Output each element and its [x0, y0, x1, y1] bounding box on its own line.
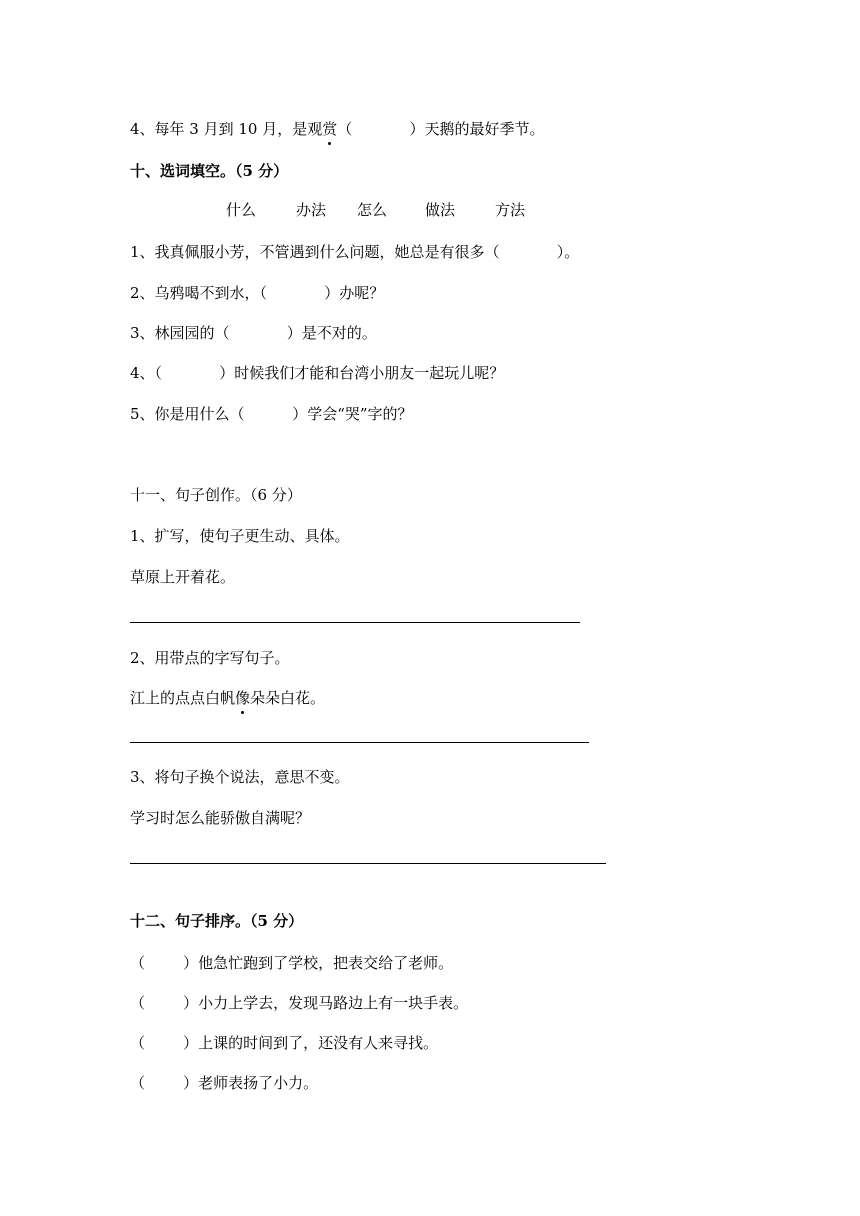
- item-text-post: （ ）天鹅的最好季节。: [337, 120, 545, 138]
- word-bank-item: 什么: [226, 201, 257, 219]
- section9-item4: [130, 119, 544, 139]
- sentence-pre: 江上的点点白帆: [130, 689, 236, 707]
- section12-item: （ ）上课的时间到了，还没有人来寻找。: [130, 1034, 439, 1052]
- sentence-post: 朵朵白花。: [250, 689, 326, 707]
- word-bank-item: 做法: [425, 201, 456, 219]
- section10-item: 3、林园园的（ ）是不对的。: [130, 324, 377, 342]
- section11-item1-sentence: 草原上开着花。: [130, 568, 236, 586]
- answer-line[interactable]: [130, 742, 589, 743]
- section10-title: 十、选词填空。（5 分）: [130, 162, 289, 180]
- section11-item1-prompt: 1、扩写，使句子更生动、具体。: [130, 527, 350, 545]
- answer-line[interactable]: [130, 622, 580, 623]
- section10-item: 5、你是用什么（ ）学会“哭”字的？: [130, 405, 413, 423]
- word-bank-item: 办法: [296, 201, 327, 219]
- section10-item: 2、乌鸦喝不到水，（ ）办呢？: [130, 284, 385, 302]
- section11-item2-prompt: 2、用带点的字写句子。: [130, 649, 290, 667]
- section12-item: （ ）他急忙跑到了学校，把表交给了老师。: [130, 954, 454, 972]
- section11-item3-sentence: 学习时怎么能骄傲自满呢？: [130, 809, 311, 827]
- section11-title: 十一、句子创作。（6 分）: [130, 486, 302, 504]
- section12-item: （ ）小力上学去，发现马路边上有一块手表。: [130, 994, 469, 1012]
- word-bank-item: 方法: [495, 201, 526, 219]
- answer-line[interactable]: [130, 863, 606, 864]
- section12-item: （ ）老师表扬了小力。: [130, 1074, 319, 1092]
- word-bank-item: 怎么: [357, 201, 388, 219]
- item-text-pre: 4、每年 3 月到 10 月，是观: [130, 120, 323, 138]
- section12-title: 十二、句子排序。（5 分）: [130, 912, 304, 930]
- dotted-char: 像: [235, 689, 251, 707]
- section10-item: 4、（ ）时候我们才能和台湾小朋友一起玩儿呢？: [130, 364, 505, 382]
- dotted-char: 赏: [322, 120, 338, 138]
- section11-item2-sentence: [130, 688, 325, 708]
- section11-item3-prompt: 3、将句子换个说法，意思不变。: [130, 768, 350, 786]
- section10-item: 1、我真佩服小芳，不管遇到什么问题，她总是有很多（ ）。: [130, 243, 580, 261]
